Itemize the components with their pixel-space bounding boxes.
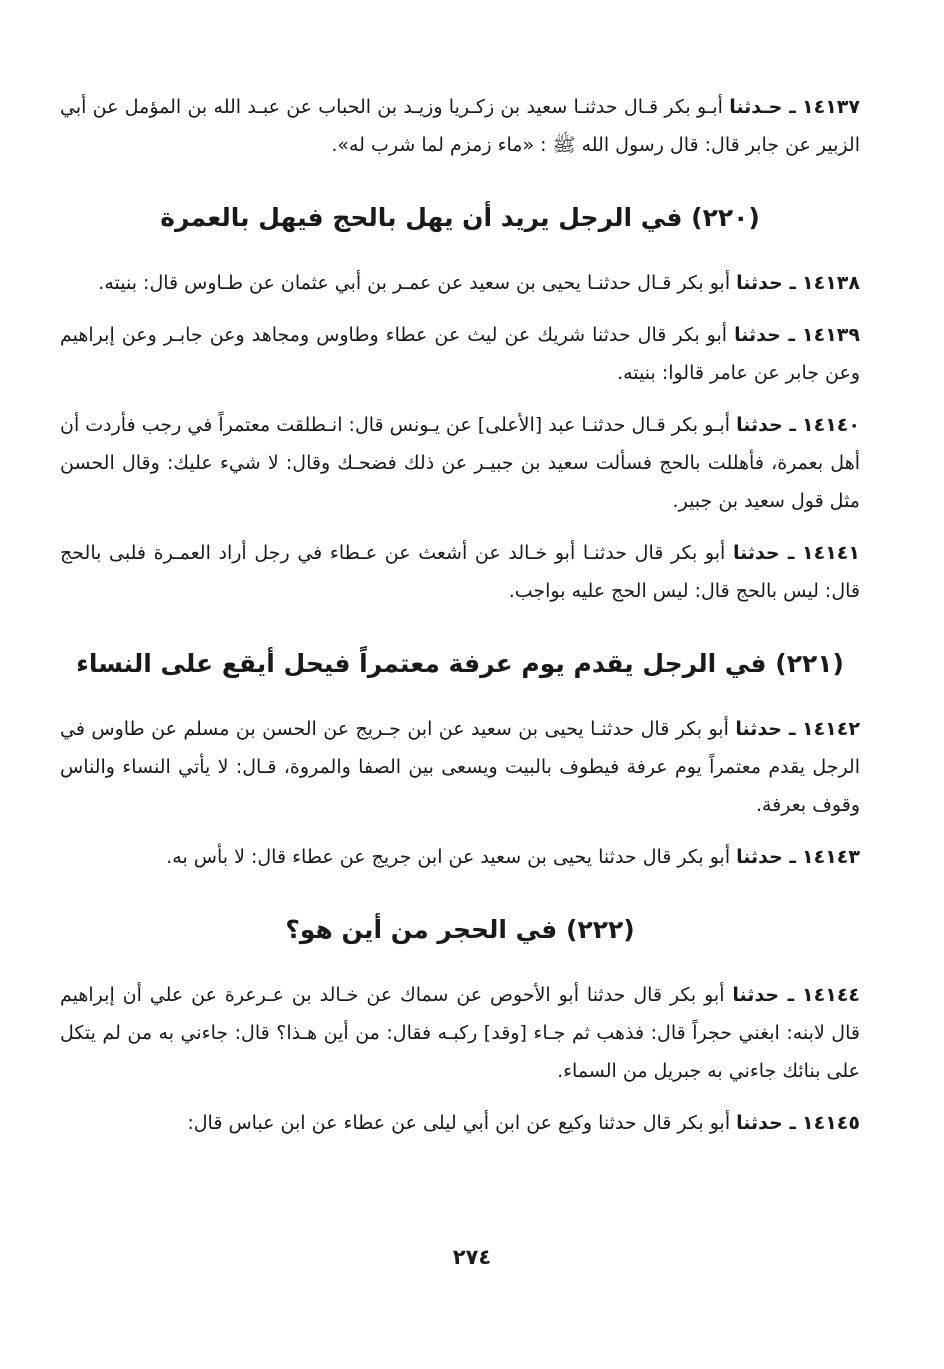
hadith-text: أبـو بكر قـال حدثنـا سعيد بن زكـريا وزيـد بن الحباب عن عبـد الله بن المؤمل عن أبي الزبير عن جابر قال: قال رسول الله ﷺ : «ماء زمزم لما شرب له». bbox=[60, 96, 860, 156]
hadith-intro: ـ حدثنا bbox=[736, 272, 796, 294]
hadith-intro: ـ حدثنا bbox=[736, 1112, 796, 1134]
hadith-14140 bbox=[60, 406, 860, 520]
hadith-text: أبو بكر قال حدثنا يحيى بن سعيد عن ابن جريج عن عطاء قال: لا بأس به. bbox=[166, 846, 731, 868]
hadith-text: أبو بكر قال حدثنا شريك عن ليث عن عطاء وطاوس ومجاهد وعن جابـر وعن إبراهيم وعن جابر عن عامر قالوا: بنيته. bbox=[60, 324, 860, 384]
hadith-number: ١٤١٣٨ bbox=[802, 272, 860, 294]
hadith-14142 bbox=[60, 710, 860, 824]
hadith-intro: ـ حدثنا bbox=[732, 984, 795, 1006]
hadith-text: أبو بكر قال حدثنا وكيع عن ابن أبي ليلى عن عطاء عن ابن عباس قال: bbox=[187, 1112, 731, 1134]
hadith-number: ١٤١٤٤ bbox=[802, 984, 861, 1006]
hadith-text: أبو بكر قـال حدثنـا يحيى بن سعيد عن عمـر بن أبي عثمان عن طـاوس قال: بنيته. bbox=[98, 272, 731, 294]
hadith-intro: ـ حدثنا bbox=[736, 414, 796, 436]
hadith-intro: ـ حدثنا bbox=[736, 846, 796, 868]
hadith-number: ١٤١٣٧ bbox=[802, 96, 860, 118]
hadith-text: أبو بكر قال حدثنـا أبو خـالد عن أشعث عن عـطاء في رجل أراد العمـرة فلبى بالحج قال: ليس بالحج قال: ليس الحج عليه بواجب. bbox=[60, 542, 860, 602]
chapter-heading-222: (٢٢٢) في الحجر من أين هو؟ bbox=[285, 915, 635, 944]
hadith-intro: ـ حدثنا bbox=[732, 542, 795, 564]
hadith-intro: ـ حـدثنا bbox=[729, 96, 796, 118]
hadith-number: ١٤١٤٠ bbox=[802, 414, 860, 436]
hadith-number: ١٤١٤٢ bbox=[801, 718, 860, 740]
hadith-text: أبو بكر قال حدثنا أبو الأحوص عن سماك عن خـالد بن عـرعرة عن علي أن إبراهيم قال لابنه: ابغني حجراً قال: فذهب ثم جـاء [وقد] ركبـه فقال: من أين هـذا؟ قال: جاءني به من لم يتكل على بنائك جاءني به جبريل من السماء. bbox=[60, 984, 860, 1082]
hadith-14145 bbox=[60, 1104, 860, 1142]
page-body bbox=[60, 88, 860, 1156]
hadith-intro: ـ حدثنا bbox=[734, 324, 795, 346]
chapter-heading-221: (٢٢١) في الرجل يقدم يوم عرفة معتمراً فيحل أيقع على النساء bbox=[76, 649, 844, 678]
hadith-text: أبـو بكر قـال حدثنـا عبد [الأعلى] عن يـونس قال: انـطلقت معتمراً في رجب فأردت أن أهل بعمرة، فأهللت بالحج فسألت سعيد بن جبيـر عن ذلك فضحـك وقال: لا شيء عليك: وقال الحسن مثل قول سعيد بن جبير. bbox=[60, 414, 860, 512]
hadith-14138 bbox=[60, 264, 860, 302]
hadith-number: ١٤١٤١ bbox=[802, 542, 860, 564]
hadith-text: أبو بكر قال حدثنـا يحيى بن سعيد عن ابن جـريج عن الحسن بن مسلم عن طاوس في الرجل يقدم معتمراً يوم عرفة فيطوف بالبيت ويسعى بين الصفا والمروة، قـال: لا يأتي النساء والناس وقوف بعرفة. bbox=[60, 718, 860, 816]
hadith-14137 bbox=[60, 88, 860, 164]
hadith-number: ١٤١٤٣ bbox=[802, 846, 860, 868]
hadith-number: ١٤١٣٩ bbox=[802, 324, 860, 346]
hadith-14139 bbox=[60, 316, 860, 392]
hadith-14143 bbox=[60, 838, 860, 876]
hadith-intro: ـ حدثنا bbox=[735, 718, 796, 740]
chapter-heading-220: (٢٢٠) في الرجل يريد أن يهل بالحج فيهل بالعمرة bbox=[160, 203, 760, 232]
hadith-14141 bbox=[60, 534, 860, 610]
hadith-number: ١٤١٤٥ bbox=[802, 1112, 860, 1134]
hadith-14144 bbox=[60, 976, 860, 1090]
page-number: ٢٧٤ bbox=[452, 1245, 492, 1269]
